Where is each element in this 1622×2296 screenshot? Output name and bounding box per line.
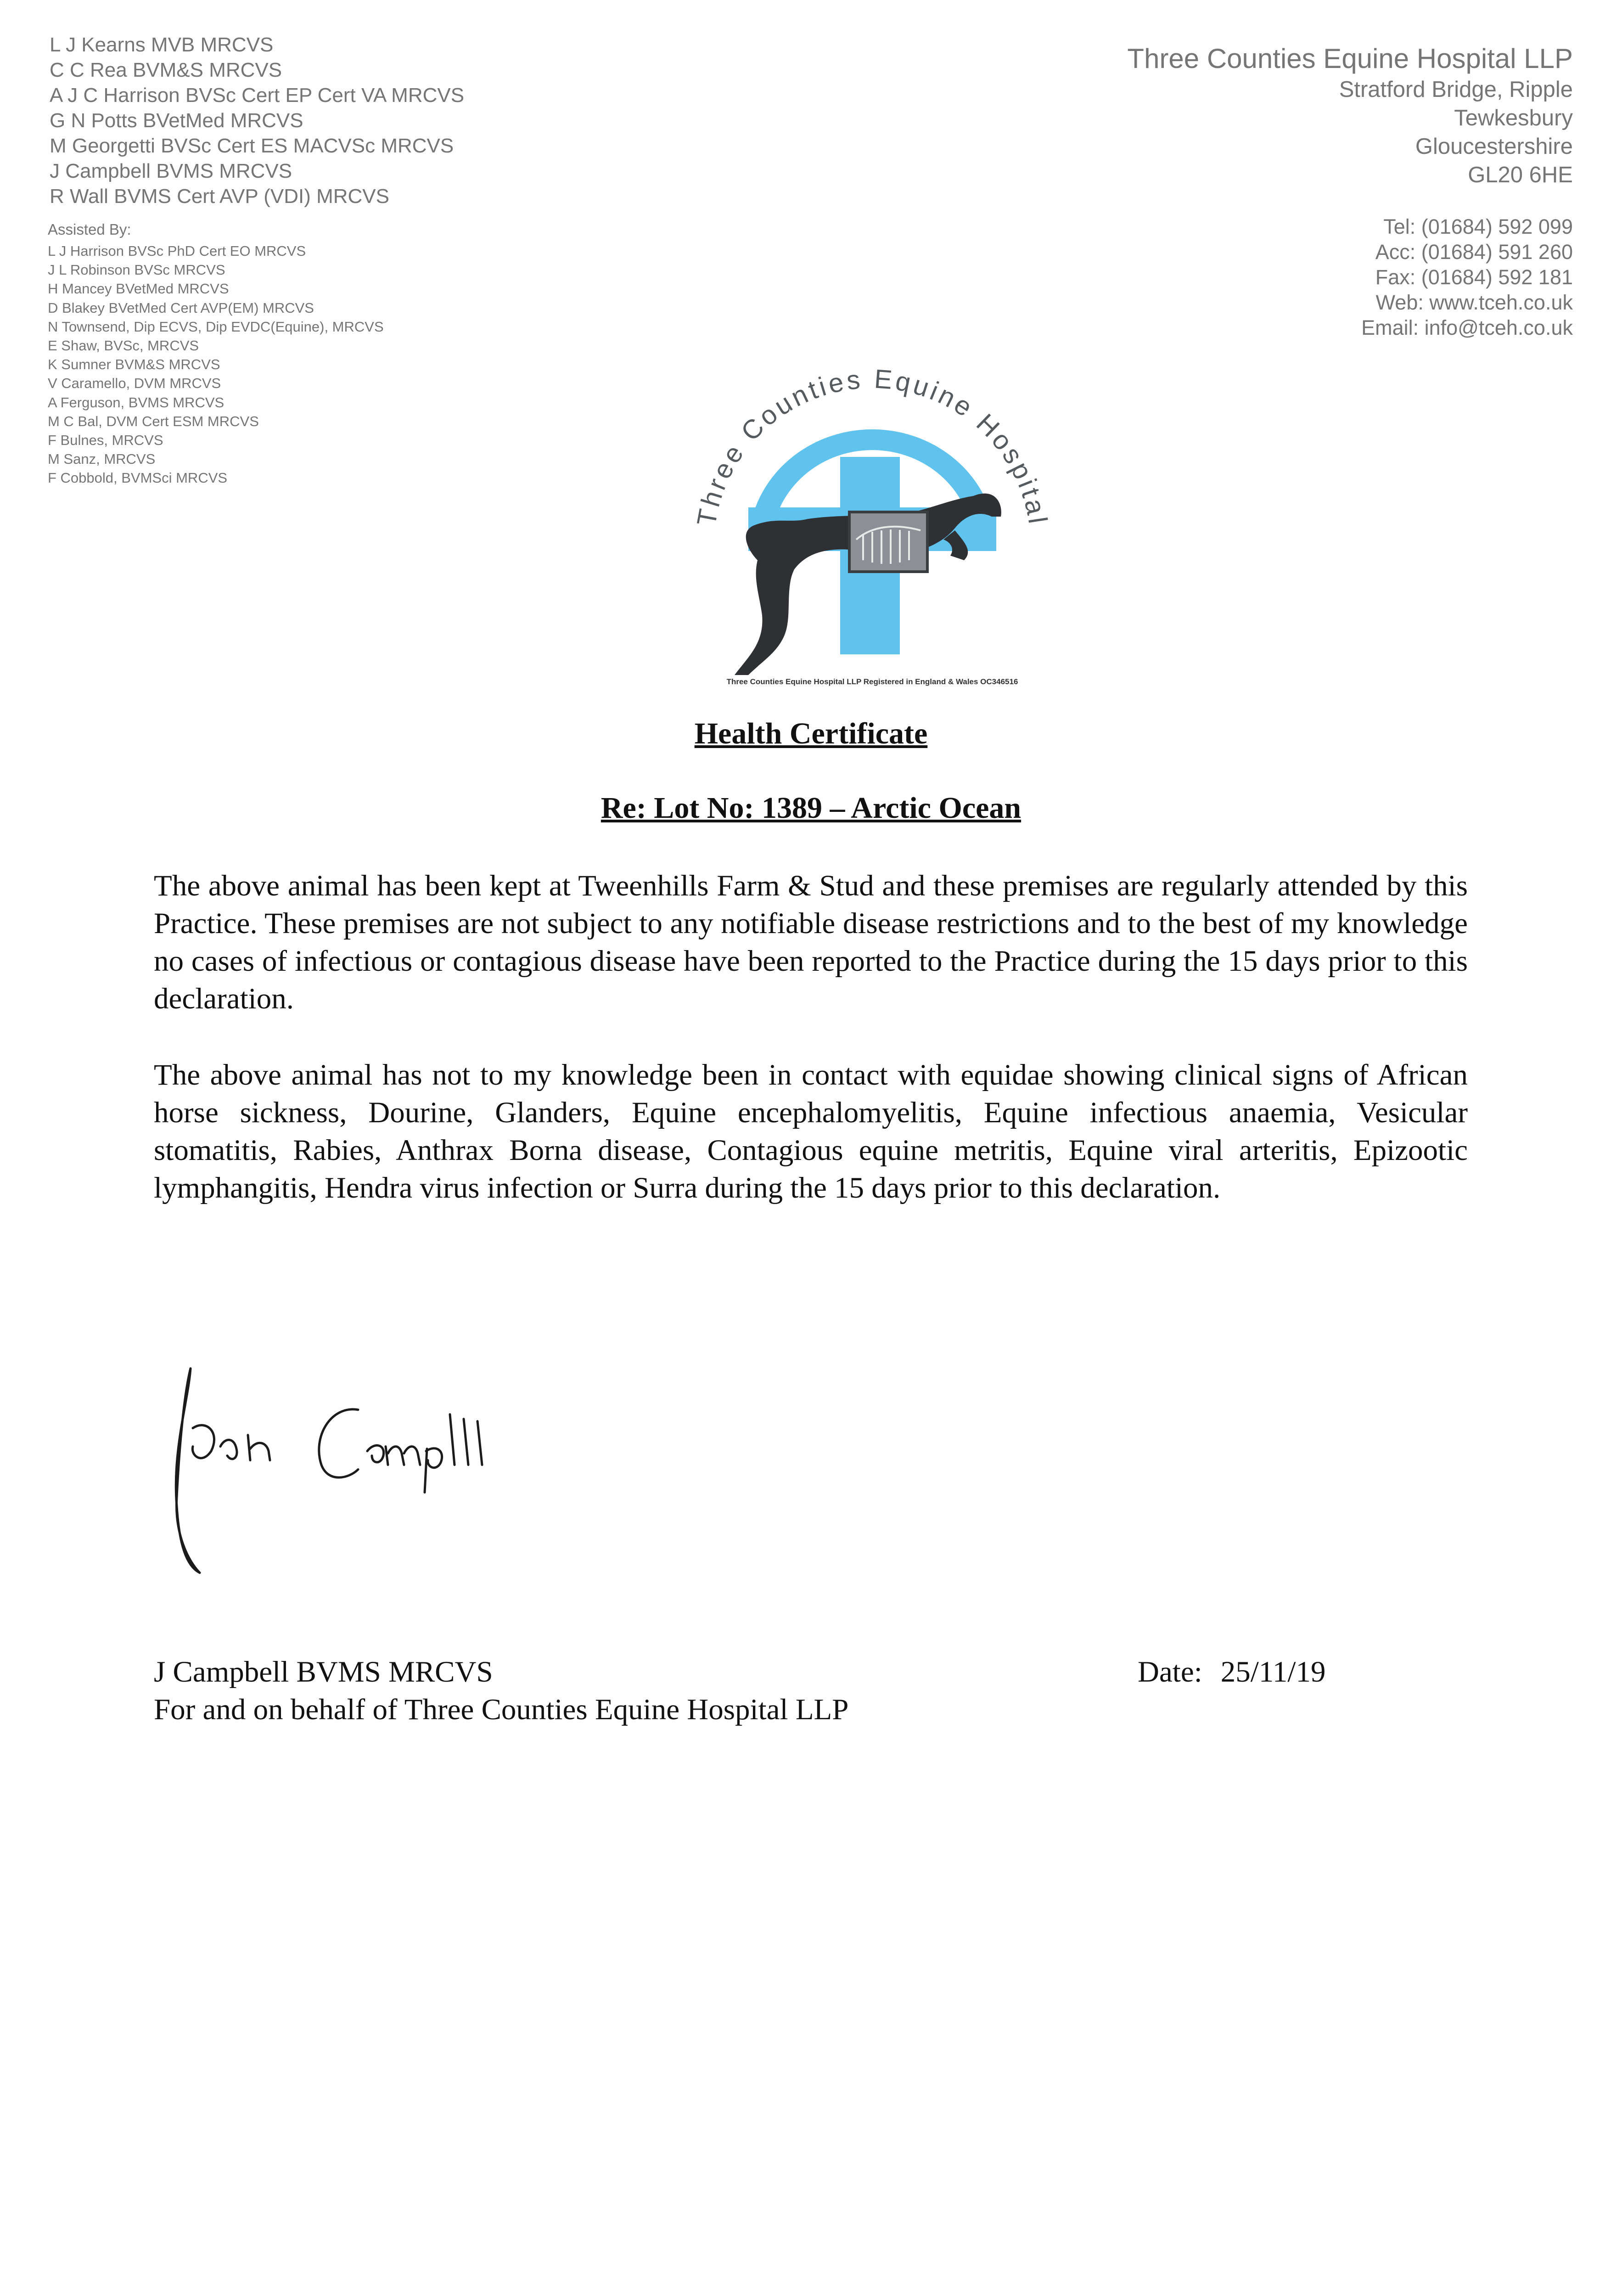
partner-name: R Wall BVMS Cert AVP (VDI) MRCVS [50, 185, 389, 208]
partner-list [50, 32, 464, 209]
partner-name: L J Kearns MVB MRCVS [50, 34, 274, 56]
address-line: Stratford Bridge, Ripple [1339, 77, 1573, 102]
signatory-behalf: For and on behalf of Three Counties Equine Hospital LLP [154, 1693, 849, 1726]
partner-name: A J C Harrison BVSc Cert EP Cert VA MRCVS [50, 84, 465, 107]
certificate-title: Health Certificate [694, 717, 928, 750]
logo-registration-text: Three Counties Equine Hospital LLP Registered in England & Wales OC346516 [726, 677, 1018, 686]
assistant-name: E Shaw, BVSc, MRCVS [48, 338, 199, 354]
date-label: Date: [1138, 1655, 1202, 1688]
certificate-subtitle: Re: Lot No: 1389 – Arctic Ocean [601, 791, 1021, 825]
assistant-name: J L Robinson BVSc MRCVS [48, 262, 225, 278]
contact-tel: Tel: (01684) 592 099 [1383, 215, 1573, 238]
assistant-name: L J Harrison BVSc PhD Cert EO MRCVS [48, 243, 306, 259]
signature-stroke-campbell [319, 1409, 482, 1492]
hospital-name: Three Counties Equine Hospital LLP [1127, 43, 1573, 74]
signatory-name: J Campbell BVMS MRCVS [154, 1655, 493, 1688]
logo-arc-text: Three Counties Equine Hospital [691, 364, 1053, 529]
assistant-name: F Bulnes, MRCVS [48, 432, 163, 449]
handwritten-signature [156, 1359, 569, 1598]
hospital-logo [679, 358, 1065, 689]
hospital-address-block [1127, 42, 1573, 189]
partner-name: C C Rea BVM&S MRCVS [50, 59, 282, 81]
partner-name: M Georgetti BVSc Cert ES MACVSc MRCVS [50, 135, 454, 157]
address-line: GL20 6HE [1468, 163, 1573, 187]
contact-fax: Fax: (01684) 592 181 [1375, 265, 1573, 289]
contact-acc: Acc: (01684) 591 260 [1375, 240, 1573, 264]
assisted-heading: Assisted By: [48, 221, 131, 238]
assistant-name: H Mancey BVetMed MRCVS [48, 281, 229, 297]
assistant-name: A Ferguson, BVMS MRCVS [48, 394, 224, 411]
assistant-name: F Cobbold, BVMSci MRCVS [48, 470, 228, 486]
xray-inset [849, 512, 927, 572]
contact-email: Email: info@tceh.co.uk [1361, 316, 1573, 339]
partner-name: G N Potts BVetMed MRCVS [50, 109, 303, 132]
certificate-paragraph-contact: The above animal has not to my knowledge been in contact with equidae showing clinical signs of African horse sickness, Dourine, Glanders, Equine encephalomyelitis, Equine infectious anaemia, Vesicular stomatitis, Rabies, Anthrax Borna disease, Contagious equine metritis, Equine viral arteritis, Epizootic lymphangitis, Hendra virus infection or Surra during the 15 days prior to this declaration. [154, 1058, 1468, 1204]
assistant-name: M C Bal, DVM Cert ESM MRCVS [48, 413, 259, 429]
assistant-name: V Caramello, DVM MRCVS [48, 375, 221, 392]
signature-stroke-j [176, 1368, 200, 1573]
assistant-list [48, 219, 384, 488]
assistant-name: D Blakey BVetMed Cert AVP(EM) MRCVS [48, 299, 314, 316]
contact-block [1361, 214, 1573, 340]
contact-web: Web: www.tceh.co.uk [1375, 291, 1573, 314]
address-line: Gloucestershire [1415, 134, 1573, 159]
partner-name: J Campbell BVMS MRCVS [50, 160, 292, 182]
address-line: Tewkesbury [1454, 106, 1573, 130]
assistant-name: M Sanz, MRCVS [48, 451, 156, 467]
assistant-name: K Sumner BVM&S MRCVS [48, 356, 220, 373]
assistant-name: N Townsend, Dip ECVS, Dip EVDC(Equine), MRCVS [48, 318, 384, 335]
certificate-paragraph-premises: The above animal has been kept at Tweenhills Farm & Stud and these premises are regularly attended by this Practice. These premises are not subject to any notifiable disease restrictions and to the best of my knowledge no cases of infectious or contagious disease have been reported to the Practice during the 15 days prior to this declaration. [154, 869, 1468, 1015]
date-field [1138, 1653, 1325, 1691]
signature-stroke-ohn [192, 1425, 270, 1460]
date-value: 25/11/19 [1220, 1655, 1326, 1688]
